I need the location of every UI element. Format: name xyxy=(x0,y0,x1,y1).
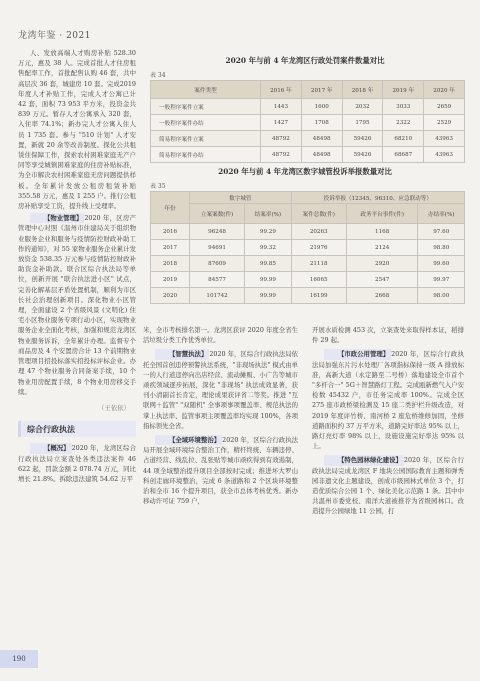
paragraph xyxy=(312,455,464,516)
table-cell: 一般程序案件办结 xyxy=(151,115,261,131)
table-cell: 97.60 xyxy=(418,224,465,240)
table-35-label: 表 35 xyxy=(150,183,166,190)
table-cell: 68210 xyxy=(383,131,424,147)
paragraph-tag: 【智慧执法】 xyxy=(155,349,209,359)
table-34-title: 2020 年与前 4 年龙湾区行政处罚案件数量对比 xyxy=(225,56,385,65)
right-column xyxy=(312,325,464,521)
table-cell: 99.60 xyxy=(418,256,465,272)
column-group-header: 投诉举报（12345、96310、应急联动等） xyxy=(291,192,464,204)
table-cell: 2019 xyxy=(151,272,190,288)
table-row xyxy=(151,288,465,304)
paragraph-tag: 【特色园林绿化建设】 xyxy=(324,455,404,465)
table-cell: 48792 xyxy=(261,131,302,147)
table-cell: 94691 xyxy=(190,240,245,256)
paragraph-text: 2020 年，区综合行政执法局开展全域环境综合整治工作，精杆终统、车辆违停、占道经营、线乱拉、乱张贴等城市顽疾得到有效遏制，44 项全域整治提升项目全部按时完成；推进坏大罗山科创走廊环境整治，完成 6 条道路和 2 个区块环境整治和全市 16 个提升项目，获全市总体考核优秀。新办移动许可证 759 户， xyxy=(143,436,298,506)
table-cell: 2124 xyxy=(346,240,418,256)
column-header: 政务平台事件(件) xyxy=(346,204,418,224)
column-header: 办结率(%) xyxy=(418,204,465,224)
page-number: 190 xyxy=(0,650,38,668)
table-cell: 48498 xyxy=(301,131,342,147)
table-row xyxy=(151,99,465,115)
table-cell: 20263 xyxy=(291,224,346,240)
table-cell: 1443 xyxy=(261,99,302,115)
table-cell: 16199 xyxy=(291,288,346,304)
table-cell: 1168 xyxy=(346,224,418,240)
table-cell: 2016 xyxy=(151,224,190,240)
table-cell: 2920 xyxy=(346,256,418,272)
table-cell: 99.99 xyxy=(245,272,291,288)
table-cell: 48498 xyxy=(301,147,342,163)
paragraph-tag: 【市政公用管理】 xyxy=(324,349,391,359)
paragraph xyxy=(143,435,298,506)
table-cell: 98.00 xyxy=(418,288,465,304)
column-header: 年份 xyxy=(151,192,190,224)
paragraph xyxy=(143,349,298,431)
table-cell: 99.99 xyxy=(245,288,291,304)
table-row xyxy=(151,131,465,147)
table-cell: 1600 xyxy=(301,99,342,115)
paragraph xyxy=(18,443,136,484)
table-cell: 2529 xyxy=(424,115,465,131)
column-header: 2017 年 xyxy=(301,81,342,99)
left-column xyxy=(18,48,136,486)
table-cell: 99.29 xyxy=(245,224,291,240)
paragraph-text: 2020 年，区房产管理中心对照《温州市住建局关于组织物业服务企业和服务与疫情防控财政补助工作的通知》，对 55 家物业服务企业累计发放资金 538.35 万元参与疫情防控财政补助资金补助款。联合区综合执法局等单位，创新开展 "联合执法进小区" 试点，完善化解基层矛盾处置机制，顺利为市区长社会治理创新项目。深化物业小区管理，全面建设 2 个省级风景 (文明化) 住宅小区物业服务专项行动小区，实现物业服务企业全面化考核，加强和规范龙湾区物业服务诉诉，全年累计办理。监督专个商品房及 4 个安置房合计 13 个前期物业管理项目招投标落实招投标评标企业。办理 47 个物业服务合同备案手续，10 个物业用房配置手续，8 个物业用房移交手续。 xyxy=(18,214,136,396)
table-cell: 87609 xyxy=(190,256,245,272)
table-34-label: 表 34 xyxy=(150,72,166,79)
table-cell: 2017 xyxy=(151,240,190,256)
table-row xyxy=(151,240,465,256)
table-cell: 21118 xyxy=(291,256,346,272)
table-cell: 84577 xyxy=(190,272,245,288)
column-header: 立案案数(件) xyxy=(190,204,245,224)
paragraph-text: 2020 年，区综合行政执法局完成龙湾区 F 地块公园国际教育主题和弹秀园非遗文化主题建设，创成市级园林式单位 3 个，打造优质综合公园 1 个、绿化美化示范路 1 条。其中中共温州市委党校、南洋大道被推荐为省级园林口。改造提升公园绿地 11 公园，打 xyxy=(312,456,464,516)
table-cell: 99.85 xyxy=(245,256,291,272)
table-cell: 简易程序案件立案 xyxy=(151,131,261,147)
paragraph-tag: 【概况】 xyxy=(30,443,72,453)
table-cell: 1795 xyxy=(342,115,383,131)
table-cell: 1708 xyxy=(301,115,342,131)
paragraph xyxy=(18,213,136,397)
table-cell: 简易程序案件办结 xyxy=(151,147,261,163)
section-heading: 综合行政执法 xyxy=(18,421,136,437)
paragraph-tag: 【全域环境整治】 xyxy=(155,435,222,445)
table-cell: 98.80 xyxy=(418,240,465,256)
table-cell: 59426 xyxy=(342,131,383,147)
column-header: 结案率(%) xyxy=(245,204,291,224)
table-cell: 3033 xyxy=(383,99,424,115)
table-cell: 一般程序案件立案 xyxy=(151,99,261,115)
column-header: 2016 年 xyxy=(261,81,302,99)
author-credit: （王依依） xyxy=(98,403,130,412)
table-cell: 101742 xyxy=(190,288,245,304)
table-35-title: 2020 年与前 4 年龙湾区数字城管投诉举报数量对比 xyxy=(218,167,392,176)
table-34 xyxy=(150,80,465,163)
paragraph: 开展水质检测 453 次，立案查处来取得样本证，稻排件 29 起。 xyxy=(312,326,464,345)
table-cell: 2020 xyxy=(151,288,190,304)
column-header: 2018 年 xyxy=(342,81,383,99)
paragraph-text: 2020 年，龙湾区综合行政执法局立案查处各类违法案件 46 622 起，罚款金额 2 078.74 万元，同比增长 21.8%。拆除违法建筑 54.62 万平 xyxy=(18,444,136,483)
middle-column xyxy=(143,325,298,510)
paragraph: 人、发放高端人才购房补贴 528.30 万元，惠及 38 人。完成首批人才住房租售配率工作，首批配售认购 46 套，共中高层次 36 套，城建房 10 套。完成2019 年度人才补贴工作，完成人才公寓已计 42 套，面积 73 953 平方米，投资金共 839 万元。暂存人才公寓承入 320 套，入住率 74.1%；新办完人才公寓入住人员 1 735 套。参与 "510 计划" 人才安置，新就 20 余等改善制度。探化公共租赁住保障工作，探索农村困难家庭无产户同等享受城镇困难家庭的住房补贴标准，为全市解决农村困难家庭无房问题提供样板。全年累计发放公租房租赁补贴 355.58 万元，惠及 1 255 户。推行公租房补贴享受工资，提升线上受理率。 xyxy=(18,49,136,211)
table-cell: 2659 xyxy=(424,99,465,115)
table-cell: 48792 xyxy=(261,147,302,163)
column-group-header: 数字城管 xyxy=(190,192,292,204)
column-header: 案件总数(件) xyxy=(291,204,346,224)
column-header: 2020 年 xyxy=(424,81,465,99)
table-cell: 59426 xyxy=(342,147,383,163)
paragraph-text: 2020 年，区综合行政执法局依托全国首创违停预警执法系统，"非现场执法" 模式由单一的人行道违停向出店经营、流动摊贩、小广告等城市顽疾领域逐步拓展，深化 "非现场" 执法成效显著，获刊小清副首长肯定，理论成果获评省二等奖。推进 "互联网＋监管" "双随机" 全事项事项覆盖率、规范执法的掌上执法率、监管事项主项覆盖率均实现 100%，各项指标领先全省。 xyxy=(143,350,298,430)
paragraph: 米，全市考核排名第一。龙湾区获评 2020 年度全省生活垃圾分类工作优秀单位。 xyxy=(143,326,298,345)
table-cell: 2018 xyxy=(151,256,190,272)
paragraph-text: 2020 年，区综合行政执法局加强东片污水处理厂各项指标保持一级 A 排放标准，高新大道（永定路至二号桥）落地建设全市首个 "多杆合一" 5G＋智慧路灯工程。完成瓯新燃气入户安检数 45432 户，市任务完成率 100%。完成全区 275 座市政桥梁检测及 15 座二类护栏升级改造，对 2019 年度评竹桥、南河桥 2 座危桥维修加固，坐修道路面积约 37 万平方米，道路完好率达 95% 以上，路灯亮灯率 98% 以上，设施设施完好率达 95% 以上。 xyxy=(312,350,464,451)
table-cell: 68687 xyxy=(383,147,424,163)
running-header: 龙湾年鉴 · 2021 xyxy=(18,31,91,41)
table-cell: 2322 xyxy=(383,115,424,131)
table-cell: 21976 xyxy=(291,240,346,256)
paragraph-tag: 【物业管理】 xyxy=(30,213,84,223)
column-header: 2019 年 xyxy=(383,81,424,99)
table-row xyxy=(151,147,465,163)
table-cell: 16065 xyxy=(291,272,346,288)
paragraph xyxy=(312,349,464,451)
table-row xyxy=(151,272,465,288)
table-cell: 1427 xyxy=(261,115,302,131)
table-cell: 2668 xyxy=(346,288,418,304)
table-row xyxy=(151,256,465,272)
table-cell: 43963 xyxy=(424,147,465,163)
table-cell: 96248 xyxy=(190,224,245,240)
table-cell: 99.97 xyxy=(418,272,465,288)
table-cell: 2547 xyxy=(346,272,418,288)
table-row xyxy=(151,115,465,131)
column-header: 案件类型 xyxy=(151,81,261,99)
table-cell: 2032 xyxy=(342,99,383,115)
table-35 xyxy=(150,191,465,304)
table-cell: 43963 xyxy=(424,131,465,147)
table-row xyxy=(151,224,465,240)
table-cell: 99.32 xyxy=(245,240,291,256)
